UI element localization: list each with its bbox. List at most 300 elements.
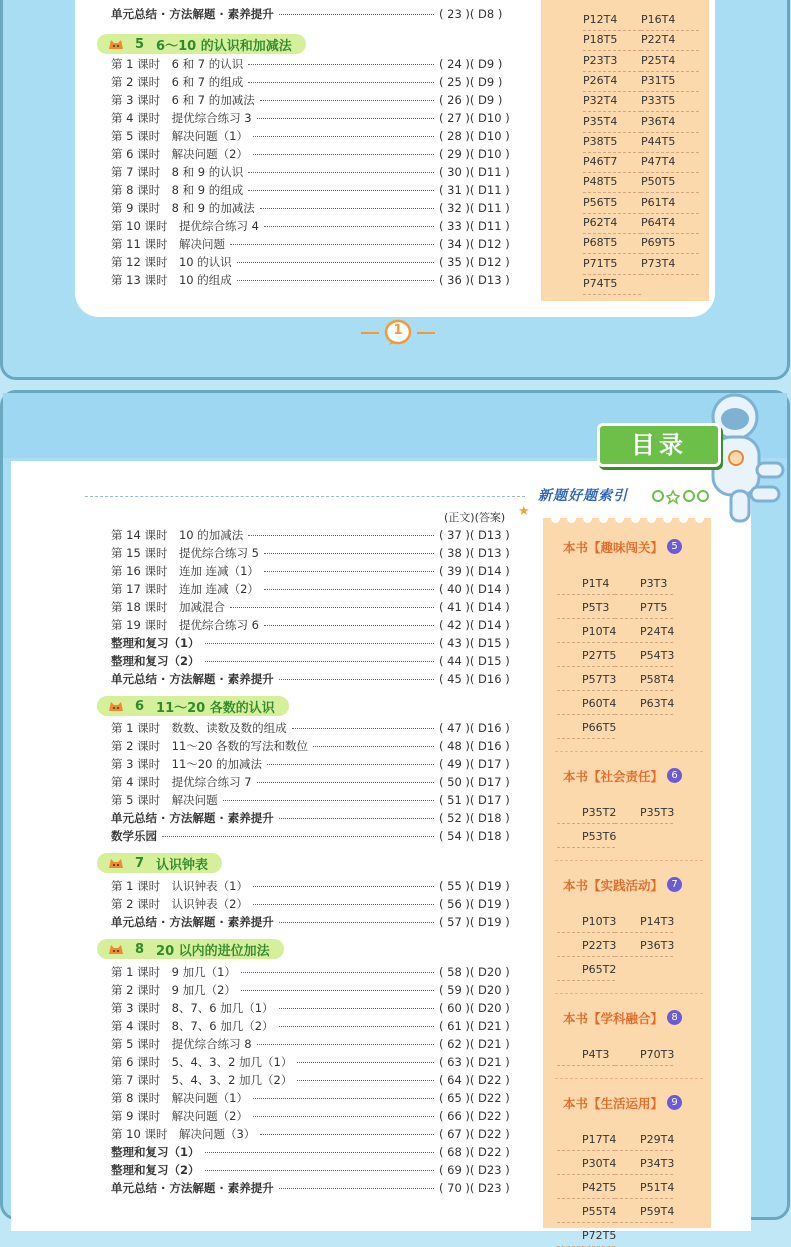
toc-page: ( 57 )( D19 ) xyxy=(439,915,510,929)
toc-page: ( 47 )( D16 ) xyxy=(439,721,510,735)
leader-dots xyxy=(264,562,434,572)
leader-dots xyxy=(230,598,434,608)
toc-page: ( 69 )( D23 ) xyxy=(439,1163,510,1177)
index-item: P30T4 xyxy=(557,1153,615,1175)
unit-title: 6～10 的认识和加减法 xyxy=(156,38,292,54)
toc-row xyxy=(111,913,515,931)
leader-dots xyxy=(267,755,434,765)
index-item: P22T3 xyxy=(557,935,615,957)
index-item: P35T3 xyxy=(615,802,673,824)
toc-title: 第 1 课时 6 和 7 的认识 xyxy=(111,57,244,71)
toc-page: ( 35 )( D12 ) xyxy=(439,255,510,269)
toc-title: 第 2 课时 11～20 各数的写法和数位 xyxy=(111,739,309,753)
hole xyxy=(551,514,560,523)
index-item: P44T5 xyxy=(641,131,699,153)
toc-page: ( 45 )( D16 ) xyxy=(439,672,510,686)
toc-title: 单元总结 · 方法解题 · 素养提升 xyxy=(111,811,274,825)
toc-row xyxy=(111,773,515,791)
index-item: P72T5 xyxy=(557,1225,615,1247)
index-item: P27T5 xyxy=(557,645,615,667)
toc-page: ( 51 )( D17 ) xyxy=(439,793,510,807)
index-item: P50T5 xyxy=(641,171,699,193)
toc-title: 第 12 课时 10 的认识 xyxy=(111,255,232,269)
leader-dots xyxy=(241,981,434,991)
toc-page: ( 27 )( D10 ) xyxy=(439,111,510,125)
toc-title: 第 3 课时 11～20 的加减法 xyxy=(111,757,263,771)
toc-page: ( 62 )( D21 ) xyxy=(439,1037,510,1051)
index-section-label: 本书【学科融合】 xyxy=(563,1011,664,1026)
toc-unit-5-list xyxy=(111,55,515,289)
toc-page: ( 30 )( D11 ) xyxy=(439,165,510,179)
toc-page: ( 54 )( D18 ) xyxy=(439,829,510,843)
hole xyxy=(599,514,608,523)
toc-title: 第 16 课时 连加 连减（1） xyxy=(111,564,259,578)
toc-row xyxy=(111,235,515,253)
divider xyxy=(555,993,703,994)
toc-title: 第 13 课时 10 的组成 xyxy=(111,273,232,287)
index-item: P63T4 xyxy=(615,693,673,715)
hole xyxy=(583,514,592,523)
toc-row xyxy=(111,1035,515,1053)
fox-icon xyxy=(107,699,125,713)
toc-page: ( 55 )( D19 ) xyxy=(439,879,510,893)
toc-row xyxy=(111,109,515,127)
toc-row xyxy=(111,562,515,580)
index-section-label: 本书【趣味闯关】 xyxy=(563,540,664,555)
hole xyxy=(647,514,656,523)
toc-title: 第 11 课时 解决问题 xyxy=(111,237,225,251)
divider xyxy=(85,496,525,497)
index-item: P51T4 xyxy=(615,1177,673,1199)
toc-title: 第 1 课时 9 加几（1） xyxy=(111,965,236,979)
hole xyxy=(615,514,624,523)
toc-row xyxy=(111,181,515,199)
unit-number: 5 xyxy=(135,36,145,52)
toc-row xyxy=(111,719,515,737)
toc-row xyxy=(111,999,515,1017)
index-item: P64T4 xyxy=(641,212,699,234)
toc-row xyxy=(111,91,515,109)
toc-title: 第 10 课时 解决问题（3） xyxy=(111,1127,256,1141)
toc-title: 第 4 课时 8、7、6 加几（2） xyxy=(111,1019,274,1033)
index-item: P62T4 xyxy=(583,212,641,234)
toc-page: ( 28 )( D10 ) xyxy=(439,129,510,143)
leader-dots xyxy=(279,913,434,923)
index-section-label: 本书【生活运用】 xyxy=(563,1096,664,1111)
toc-title: 第 7 课时 5、4、3、2 加几（2） xyxy=(111,1073,293,1087)
toc-row xyxy=(111,5,515,23)
toc-row xyxy=(111,755,515,773)
page-number-badge xyxy=(383,319,413,345)
toc-title: 第 2 课时 9 加几（2） xyxy=(111,983,236,997)
toc-title: 第 5 课时 解决问题 xyxy=(111,793,218,807)
toc-row xyxy=(111,253,515,271)
toc-row xyxy=(111,737,515,755)
unit-8-header xyxy=(97,939,284,959)
toc-title: 第 2 课时 6 和 7 的组成 xyxy=(111,75,244,89)
leader-dots xyxy=(257,1035,434,1045)
binder-holes xyxy=(543,518,711,532)
leader-dots xyxy=(230,235,434,245)
index-item: P35T2 xyxy=(557,802,615,824)
leader-dots xyxy=(205,1161,434,1171)
index-item: P47T4 xyxy=(641,151,699,173)
unit-number: 7 xyxy=(135,855,145,871)
index-item: P65T2 xyxy=(557,959,615,981)
toc-title: 第 17 课时 连加 连减（2） xyxy=(111,582,259,596)
section-number-badge: 6 xyxy=(667,768,682,783)
toc-title: 整理和复习（2） xyxy=(111,1163,200,1177)
index-item: P36T4 xyxy=(641,111,699,133)
section-number-badge: 9 xyxy=(667,1095,682,1110)
toc-page: ( 60 )( D20 ) xyxy=(439,1001,510,1015)
index-item: P24T4 xyxy=(615,621,673,643)
leader-dots xyxy=(260,199,434,209)
index-item: P53T6 xyxy=(557,826,615,848)
toc-page: ( 23 )( D8 ) xyxy=(439,7,503,21)
decoration-icon xyxy=(651,488,711,502)
index-item: P60T4 xyxy=(557,693,615,715)
toc-row xyxy=(111,895,515,913)
toc-row xyxy=(111,145,515,163)
index-item: P3T3 xyxy=(615,573,673,595)
toc-page: ( 43 )( D15 ) xyxy=(439,636,510,650)
leader-dots xyxy=(292,719,434,729)
toc-row xyxy=(111,127,515,145)
page-number: 1 xyxy=(393,323,403,338)
toc-list-b xyxy=(111,719,515,845)
index-item: P1T4 xyxy=(557,573,615,595)
toc-title: 整理和复习（1） xyxy=(111,636,200,650)
toc-page: ( 44 )( D15 ) xyxy=(439,654,510,668)
fox-icon xyxy=(107,37,125,51)
unit-title: 20 以内的进位加法 xyxy=(156,943,270,959)
catalog-title: 目录 xyxy=(631,431,687,459)
toc-title: 第 3 课时 8、7、6 加几（1） xyxy=(111,1001,274,1015)
leader-dots xyxy=(237,271,434,281)
toc-row xyxy=(111,1179,515,1197)
toc-title: 第 2 课时 认识钟表（2） xyxy=(111,897,248,911)
leader-dots xyxy=(253,895,434,905)
toc-title: 第 9 课时 解决问题（2） xyxy=(111,1109,248,1123)
leader-dots xyxy=(257,773,434,783)
leader-dots xyxy=(253,877,434,887)
index-item: P7T5 xyxy=(615,597,673,619)
toc-row xyxy=(111,652,515,670)
index-item: P10T3 xyxy=(557,911,615,933)
index-section-heading xyxy=(563,1009,682,1027)
index-item: P57T3 xyxy=(557,669,615,691)
index-item: P22T4 xyxy=(641,29,699,51)
toc-page: ( 40 )( D14 ) xyxy=(439,582,510,596)
toc-page: ( 24 )( D9 ) xyxy=(439,57,503,71)
index-item: P33T5 xyxy=(641,90,699,112)
toc-page: ( 50 )( D17 ) xyxy=(439,775,510,789)
unit-title: 11～20 各数的认识 xyxy=(156,700,275,716)
unit-number: 8 xyxy=(135,941,145,957)
index-item: P48T5 xyxy=(583,171,641,193)
toc-title: 第 8 课时 解决问题（1） xyxy=(111,1091,248,1105)
index-item: P18T5 xyxy=(583,29,641,51)
index-item: P23T3 xyxy=(583,50,641,72)
toc-page: ( 37 )( D13 ) xyxy=(439,528,510,542)
index-item: P74T5 xyxy=(583,273,641,295)
toc-row xyxy=(111,73,515,91)
fox-icon xyxy=(107,856,125,870)
divider xyxy=(417,332,435,334)
leader-dots xyxy=(279,809,434,819)
index-item: P25T4 xyxy=(641,50,699,72)
toc-row xyxy=(111,1143,515,1161)
toc-row xyxy=(111,544,515,562)
toc-title: 第 9 课时 8 和 9 的加减法 xyxy=(111,201,255,215)
toc-title: 第 1 课时 认识钟表（1） xyxy=(111,879,248,893)
index-item: P16T4 xyxy=(641,9,699,31)
index-item: P73T4 xyxy=(641,253,699,275)
leader-dots xyxy=(264,616,434,626)
toc-row xyxy=(111,163,515,181)
toc-row xyxy=(111,963,515,981)
divider xyxy=(555,860,703,861)
toc-row xyxy=(111,1089,515,1107)
column-header: (正文)(答案) xyxy=(444,511,506,524)
toc-title: 第 19 课时 提优综合练习 6 xyxy=(111,618,259,632)
index-item: P10T4 xyxy=(557,621,615,643)
leader-dots xyxy=(253,127,434,137)
index-item: P35T4 xyxy=(583,111,641,133)
divider xyxy=(555,1078,703,1079)
toc-row xyxy=(111,809,515,827)
index-item: P66T5 xyxy=(557,717,615,739)
toc-row xyxy=(111,55,515,73)
leader-dots xyxy=(260,91,434,101)
toc-page: ( 36 )( D13 ) xyxy=(439,273,510,287)
toc-row xyxy=(111,670,515,688)
bottom-page xyxy=(0,390,790,1242)
toc-title: 第 4 课时 提优综合练习 3 xyxy=(111,111,252,125)
toc-row xyxy=(111,1017,515,1035)
toc-title: 第 15 课时 提优综合练习 5 xyxy=(111,546,259,560)
toc-list-a xyxy=(111,526,515,688)
toc-row xyxy=(111,1053,515,1071)
leader-dots xyxy=(264,217,434,227)
index-item: P56T5 xyxy=(583,192,641,214)
leader-dots xyxy=(248,73,434,83)
toc-title: 第 7 课时 8 和 9 的认识 xyxy=(111,165,244,179)
toc-title: 第 4 课时 提优综合练习 7 xyxy=(111,775,252,789)
toc-row xyxy=(111,580,515,598)
toc-page: ( 63 )( D21 ) xyxy=(439,1055,510,1069)
toc-page: ( 65 )( D22 ) xyxy=(439,1091,510,1105)
hole xyxy=(631,514,640,523)
toc-title: 数学乐园 xyxy=(111,829,157,843)
toc-title: 第 1 课时 数数、读数及数的组成 xyxy=(111,721,287,735)
index-panel xyxy=(543,518,711,1242)
toc-row xyxy=(111,217,515,235)
toc-row xyxy=(111,199,515,217)
index-item: P29T4 xyxy=(615,1129,673,1151)
toc-page: ( 32 )( D11 ) xyxy=(439,201,510,215)
toc-page: ( 49 )( D17 ) xyxy=(439,757,510,771)
index-item: P5T3 xyxy=(557,597,615,619)
unit-title: 认识钟表 xyxy=(156,857,209,873)
toc-title: 第 6 课时 解决问题（2） xyxy=(111,147,248,161)
section-number-badge: 8 xyxy=(667,1010,682,1025)
toc-list-c xyxy=(111,877,515,931)
toc-title: 整理和复习（1） xyxy=(111,1145,200,1159)
fox-icon xyxy=(107,942,125,956)
toc-title: 第 8 课时 8 和 9 的组成 xyxy=(111,183,244,197)
toc-page: ( 61 )( D21 ) xyxy=(439,1019,510,1033)
toc-title: 第 5 课时 提优综合练习 8 xyxy=(111,1037,252,1051)
section-number-badge: 5 xyxy=(667,539,682,554)
index-section-heading xyxy=(563,1094,682,1112)
toc-row xyxy=(111,827,515,845)
hole xyxy=(679,514,688,523)
toc-page: ( 68 )( D22 ) xyxy=(439,1145,510,1159)
index-item: P17T4 xyxy=(557,1129,615,1151)
leader-dots xyxy=(279,670,434,680)
index-item: P69T5 xyxy=(641,232,699,254)
toc-page: ( 34 )( D12 ) xyxy=(439,237,510,251)
toc-row xyxy=(111,634,515,652)
toc-title: 第 18 课时 加减混合 xyxy=(111,600,225,614)
toc-list-d xyxy=(111,963,515,1197)
index-item: P42T5 xyxy=(557,1177,615,1199)
index-item: P70T3 xyxy=(615,1044,673,1066)
unit-7-header xyxy=(97,853,222,873)
toc-row xyxy=(111,1071,515,1089)
index-item: P32T4 xyxy=(583,90,641,112)
toc-page: ( 58 )( D20 ) xyxy=(439,965,510,979)
index-item: P4T3 xyxy=(557,1044,615,1066)
index-section-label: 本书【实践活动】 xyxy=(563,878,664,893)
toc-page: ( 41 )( D14 ) xyxy=(439,600,510,614)
toc-title: 第 6 课时 5、4、3、2 加几（1） xyxy=(111,1055,293,1069)
divider xyxy=(555,751,703,752)
index-item: P36T3 xyxy=(615,935,673,957)
hole xyxy=(695,514,704,523)
toc-page: ( 29 )( D10 ) xyxy=(439,147,510,161)
unit-number: 6 xyxy=(135,698,145,714)
leader-dots xyxy=(279,1179,434,1189)
index-item: P12T4 xyxy=(583,9,641,31)
index-section-heading xyxy=(563,767,682,785)
toc-row xyxy=(111,981,515,999)
toc-title: 单元总结 · 方法解题 · 素养提升 xyxy=(111,7,274,21)
index-item: P54T3 xyxy=(615,645,673,667)
index-item: P58T4 xyxy=(615,669,673,691)
section-number-badge: 7 xyxy=(667,877,682,892)
toc-row xyxy=(111,877,515,895)
toc-title: 第 5 课时 解决问题（1） xyxy=(111,129,248,143)
index-item: P38T5 xyxy=(583,131,641,153)
toc-page: ( 25 )( D9 ) xyxy=(439,75,503,89)
toc-page: ( 56 )( D19 ) xyxy=(439,897,510,911)
toc-page: ( 39 )( D14 ) xyxy=(439,564,510,578)
leader-dots xyxy=(248,163,434,173)
leader-dots xyxy=(248,526,434,536)
toc-page: ( 66 )( D22 ) xyxy=(439,1109,510,1123)
toc-page: ( 33 )( D11 ) xyxy=(439,219,510,233)
leader-dots xyxy=(257,109,434,119)
leader-dots xyxy=(253,145,434,155)
unit-6-header xyxy=(97,696,289,716)
index-panel-top xyxy=(541,0,709,301)
toc-row xyxy=(111,1125,515,1143)
leader-dots xyxy=(279,5,434,15)
leader-dots xyxy=(237,253,434,263)
star-icon: ★ xyxy=(518,504,530,519)
leader-dots xyxy=(248,55,434,65)
leader-dots xyxy=(223,791,434,801)
toc-page: ( 38 )( D13 ) xyxy=(439,546,510,560)
index-item: P31T5 xyxy=(641,70,699,92)
toc-page: ( 59 )( D20 ) xyxy=(439,983,510,997)
leader-dots xyxy=(253,1089,434,1099)
leader-dots xyxy=(260,1125,434,1135)
toc-row xyxy=(111,1161,515,1179)
unit-5-header xyxy=(97,34,306,54)
hole xyxy=(567,514,576,523)
leader-dots xyxy=(279,999,434,1009)
toc-title: 单元总结 · 方法解题 · 素养提升 xyxy=(111,672,274,686)
index-item: P68T5 xyxy=(583,232,641,254)
index-item: P59T4 xyxy=(615,1201,673,1223)
leader-dots xyxy=(205,1143,434,1153)
index-item: P34T3 xyxy=(615,1153,673,1175)
index-item: P26T4 xyxy=(583,70,641,92)
index-item: P55T4 xyxy=(557,1201,615,1223)
toc-title: 第 14 课时 10 的加减法 xyxy=(111,528,244,542)
toc-row xyxy=(111,271,515,289)
toc-page: ( 64 )( D22 ) xyxy=(439,1073,510,1087)
leader-dots xyxy=(205,634,434,644)
index-title: 新题好题索引 xyxy=(538,488,628,504)
hole xyxy=(663,514,672,523)
leader-dots xyxy=(279,1017,434,1027)
leader-dots xyxy=(248,181,434,191)
leader-dots xyxy=(264,544,434,554)
toc-row xyxy=(111,1107,515,1125)
index-item: P61T4 xyxy=(641,192,699,214)
leader-dots xyxy=(264,580,434,590)
toc-page: ( 70 )( D23 ) xyxy=(439,1181,510,1195)
leader-dots xyxy=(313,737,434,747)
index-section-heading xyxy=(563,876,682,894)
leader-dots xyxy=(205,652,434,662)
divider xyxy=(361,332,379,334)
leader-dots xyxy=(241,963,434,973)
toc-title: 第 3 课时 6 和 7 的加减法 xyxy=(111,93,255,107)
index-section-label: 本书【社会责任】 xyxy=(563,769,664,784)
toc-page: ( 52 )( D18 ) xyxy=(439,811,510,825)
index-item: P71T5 xyxy=(583,253,641,275)
toc-row xyxy=(111,616,515,634)
toc-row xyxy=(111,598,515,616)
toc-page: ( 31 )( D11 ) xyxy=(439,183,510,197)
toc-page: ( 48 )( D16 ) xyxy=(439,739,510,753)
leader-dots xyxy=(162,827,434,837)
toc-title: 单元总结 · 方法解题 · 素养提升 xyxy=(111,1181,274,1195)
toc-top-list xyxy=(111,5,515,23)
top-page xyxy=(0,0,790,380)
toc-row xyxy=(111,526,515,544)
leader-dots xyxy=(297,1053,434,1063)
index-item: P14T3 xyxy=(615,911,673,933)
toc-title: 第 10 课时 提优综合练习 4 xyxy=(111,219,259,233)
toc-row xyxy=(111,791,515,809)
